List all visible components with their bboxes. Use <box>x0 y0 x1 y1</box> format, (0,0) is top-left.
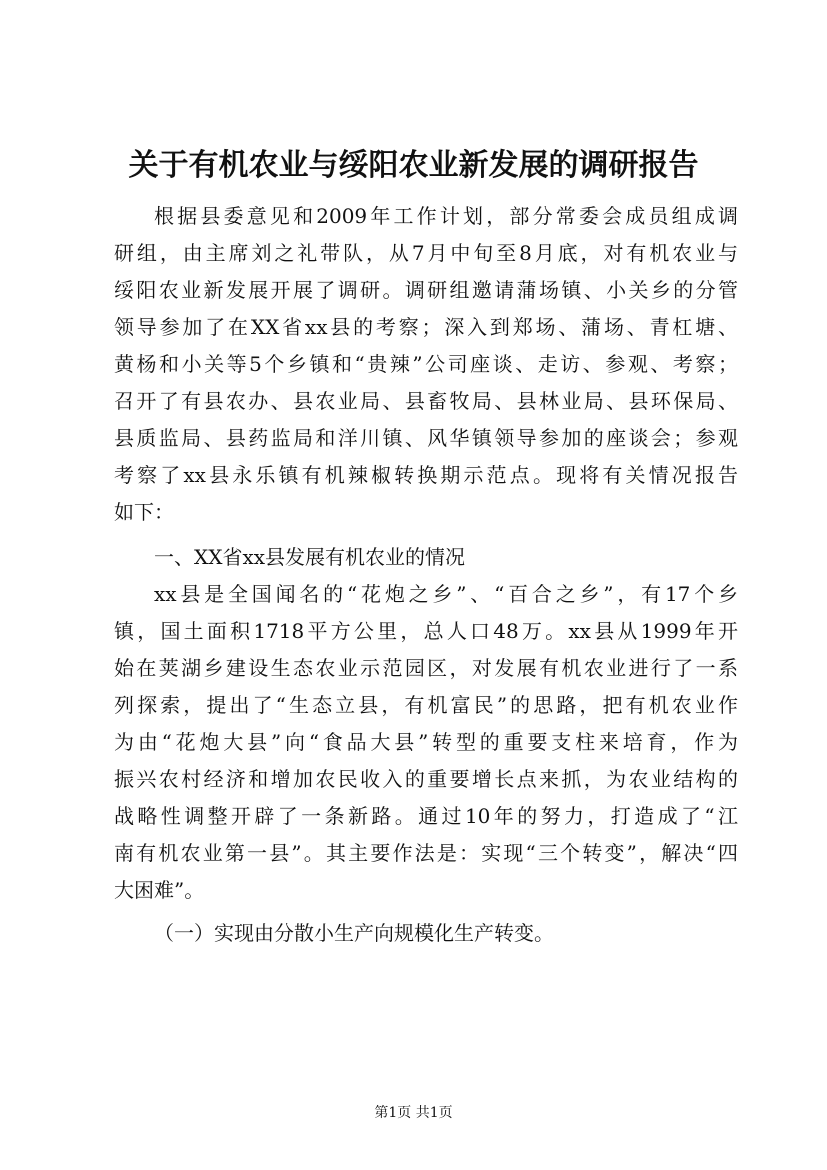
text-line: 县质监局、县药监局和洋川镇、风华镇领导参加的座谈会；参观 <box>114 426 738 450</box>
document-title: 关于有机农业与绥阳农业新发展的调研报告 <box>128 148 699 183</box>
text-line: 根据县委意见和2009年工作计划，部分常委会成员组成调 <box>154 204 738 228</box>
paragraph-xx-county <box>114 576 738 909</box>
text-line: 战略性调整开辟了一条新路。通过10年的努力，打造成了“江 <box>114 804 738 828</box>
text-line: 黄杨和小关等5个乡镇和“贵辣”公司座谈、走访、参观、考察； <box>114 352 738 376</box>
text-line: 如下： <box>114 500 174 524</box>
text-line: 研组，由主席刘之礼带队，从7月中旬至8月底，对有机农业与 <box>114 241 738 265</box>
text-line: 绥阳农业新发展开展了调研。调研组邀请蒲场镇、小关乡的分管 <box>114 278 738 302</box>
section-heading: 一、XX省xx县发展有机农业的情况 <box>154 545 466 569</box>
text-line: 召开了有县农办、县农业局、县畜牧局、县林业局、县环保局、 <box>114 389 738 413</box>
paragraph-intro <box>114 198 738 531</box>
text-line: 考察了xx县永乐镇有机辣椒转换期示范点。现将有关情况报告 <box>114 463 738 487</box>
page-footer: 第1页 共1页 <box>374 1105 453 1121</box>
document-body <box>114 198 738 952</box>
text-line: xx县是全国闻名的“花炮之乡”、“百合之乡”，有17个乡 <box>154 582 738 606</box>
text-line: 南有机农业第一县”。其主要作法是：实现“三个转变”，解决“四 <box>114 841 738 865</box>
text-line: 为由“花炮大县”向“食品大县”转型的重要支柱来培育，作为 <box>114 730 738 754</box>
subsection-heading: （一）实现由分散小生产向规模化生产转变。 <box>154 921 554 945</box>
text-line: 镇，国土面积1718平方公里，总人口48万。xx县从1999年开 <box>114 619 738 643</box>
text-line: 大困难”。 <box>114 878 205 902</box>
text-line: 振兴农村经济和增加农民收入的重要增长点来抓，为农业结构的 <box>114 767 738 791</box>
text-line: 始在荚湖乡建设生态农业示范园区，对发展有机农业进行了一系 <box>114 656 738 680</box>
text-line: 领导参加了在XX省xx县的考察；深入到郑场、蒲场、青杠塘、 <box>114 315 738 339</box>
text-line: 列探索，提出了“生态立县，有机富民”的思路，把有机农业作 <box>114 693 738 717</box>
